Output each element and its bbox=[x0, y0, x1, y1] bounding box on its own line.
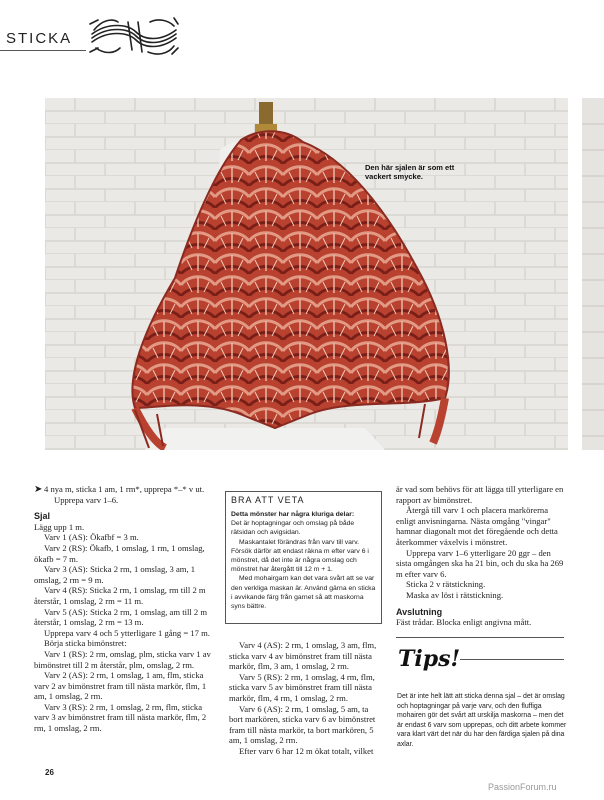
intro-line: 4 nya m, sticka 1 am, 1 rm*, upprepa *–* v ut. bbox=[44, 484, 205, 494]
pattern-column-1 bbox=[34, 484, 211, 734]
pattern-line: Varv 1 (AS): Ökafbf = 3 m. bbox=[44, 532, 139, 543]
photo-caption: Den här sjalen är som ett vackert smycke. bbox=[365, 163, 455, 181]
continue-arrow-icon: ➤ bbox=[34, 484, 43, 495]
page-number: 26 bbox=[45, 768, 54, 777]
pattern-line: är vad som behövs för att lägga till ytterligare en rapport av bimönstret. bbox=[396, 484, 564, 505]
pattern-column-2 bbox=[229, 640, 377, 757]
page-header bbox=[0, 0, 604, 60]
tips-title: Tips! bbox=[398, 646, 461, 672]
info-box-paragraph: Det är hoptagningar och omslag på både rätsidan och avigsidan. bbox=[231, 520, 355, 537]
pattern-line: Börja sticka bimönstret: bbox=[44, 638, 127, 649]
header-rule bbox=[0, 50, 86, 51]
pattern-line: Varv 3 (RS): 2 rm, 1 omslag, 2 rm, flm, sticka varv 3 av bimönstret fram till nästa markör, flm, 2 rm, 1 omslag, 2 rm. bbox=[34, 701, 207, 734]
pattern-line: Sticka 2 v rätstickning. bbox=[406, 579, 486, 590]
yarn-skein-icon bbox=[88, 14, 180, 58]
pattern-column-3 bbox=[396, 484, 566, 628]
pattern-line: Maska av löst i rätstickning. bbox=[406, 589, 504, 600]
section-heading-avslutning: Avslutning bbox=[396, 606, 443, 617]
shawl-illustration bbox=[45, 98, 568, 450]
tips-text: Det är inte helt lätt att sticka denna sjal – det är omslag och hoptagningar på varje varv, och den fluffiga mohairen gör det svårt att urskilja maskorna – men det är endast 6 varv som upprepas, och ditt arbete kommer vara klart värt det när du har den färdiga sjalen på dina axlar. bbox=[397, 693, 567, 748]
pattern-line: Efter varv 6 har 12 m ökat totalt, vilket bbox=[239, 745, 374, 756]
shawl-photo bbox=[45, 98, 568, 450]
section-heading-sjal: Sjal bbox=[34, 511, 51, 522]
pattern-line: Varv 4 (AS): 2 rm, 1 omslag, 3 am, flm, sticka varv 4 av bimönstret fram till nästa markör, flm, 3 am, 1 omslag, 2 rm. bbox=[229, 640, 377, 672]
tips-title-rule bbox=[460, 659, 564, 660]
pattern-line: Varv 5 (AS): Sticka 2 rm, 1 omslag, am till 2 m återstår, 1 omslag, 2 rm = 13 m. bbox=[34, 606, 208, 628]
brick-wall-edge bbox=[582, 98, 604, 450]
tips-top-rule bbox=[396, 637, 564, 638]
pattern-line: Varv 2 (AS): 2 rm, 1 omslag, 1 am, flm, sticka varv 2 av bimönstret fram till nästa markör, flm, 1 am, 1 omslag, 2 rm. bbox=[34, 670, 207, 702]
info-box-lead: Detta mönster har några kluriga delar: bbox=[231, 511, 355, 518]
info-box-text bbox=[231, 510, 377, 611]
pattern-line: Varv 4 (RS): Sticka 2 rm, 1 omslag, rm till 2 m återstår, 1 omslag, 2 rm = 11 m. bbox=[34, 585, 206, 606]
pattern-line: Varv 2 (RS): Ökafb, 1 omslag, 1 rm, 1 omslag, ökafb = 7 m. bbox=[34, 542, 205, 564]
info-box-paragraph: Maskantalet förändras från varv till varv. Försök därför att endast räkna m efter varv 6 i mönstret, då det inte är några omslag och mönstret har återgått till 12 m + 1. bbox=[231, 538, 369, 574]
intro-line: Upprepa varv 1–6. bbox=[54, 494, 119, 505]
info-box-paragraph: Med mohairgarn kan det vara svårt att se var den verkliga maskan är. Använd gärna en sticka i avvikande färg från garnet så att maskorna syns bättre. bbox=[231, 575, 376, 611]
pattern-line: Fäst trådar. Blocka enligt angivna mått. bbox=[396, 617, 532, 628]
pattern-line: Varv 5 (RS): 2 rm, 1 omslag, 4 rm, flm, sticka varv 5 av bimönstret fram till nästa markör, flm, 4 rm, 1 omslag, 2 rm. bbox=[229, 671, 375, 703]
pattern-line: Upprepa varv 4 och 5 ytterligare 1 gång = 17 m. bbox=[44, 627, 210, 638]
section-title: STICKA bbox=[6, 30, 73, 47]
pattern-line: Varv 1 (RS): 2 rm, omslag, plm, sticka varv 1 av bimönstret till 2 m återstår, plm, omslag, 2 rm. bbox=[34, 648, 211, 670]
pattern-line: Varv 6 (AS): 2 rm, 1 omslag, 5 am, ta bort markören, sticka varv 6 av bimönstret fram till nästa markör, ta bort markören, 5 am, 1 omslag, 2 rm. bbox=[229, 703, 376, 746]
pattern-line: Upprepa varv 1–6 ytterligare 20 ggr – den sista omgången ska ha 21 bin, och du ska ha 269 m efter varv 6. bbox=[396, 547, 564, 579]
adjacent-page-photo-edge bbox=[582, 98, 604, 450]
pattern-line: Varv 3 (AS): Sticka 2 rm, 1 omslag, 3 am, 1 omslag, 2 rm = 9 m. bbox=[34, 564, 196, 585]
watermark: PassionForum.ru bbox=[488, 782, 557, 792]
info-box-title: BRA ATT VETA bbox=[231, 495, 305, 505]
pattern-line: Lägg upp 1 m. bbox=[34, 521, 85, 532]
pattern-line: Återgå till varv 1 och placera markörerna enligt anvisningarna. Nästa omgång "vingar" hamnar diagonalt mot det föregående och detta återkommer växelvis i mönstret. bbox=[396, 505, 558, 547]
